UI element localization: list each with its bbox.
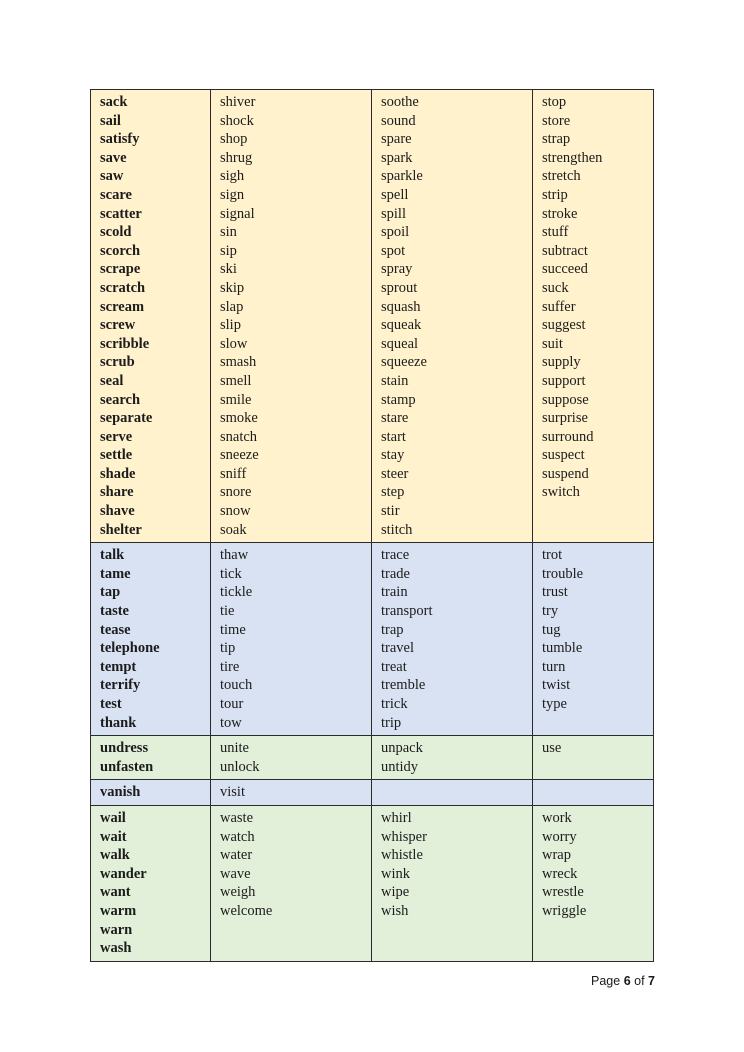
verb-word: walk bbox=[100, 847, 130, 864]
verb-word: warm bbox=[100, 902, 137, 919]
verb-word: unpack bbox=[381, 740, 423, 757]
verb-word: succeed bbox=[542, 261, 588, 278]
verb-word: trip bbox=[381, 714, 402, 731]
verb-word: wipe bbox=[381, 884, 410, 901]
verb-word: surprise bbox=[542, 410, 588, 427]
verb-word: turn bbox=[542, 658, 566, 675]
verb-word: thaw bbox=[220, 547, 249, 564]
verb-word: use bbox=[542, 740, 562, 757]
verb-word: scribble bbox=[100, 335, 150, 352]
verb-word: stare bbox=[381, 410, 409, 427]
verb-word: sail bbox=[100, 112, 121, 129]
verb-word: snatch bbox=[220, 428, 258, 445]
verb-word: squeeze bbox=[381, 354, 427, 371]
verb-cell-t-2 bbox=[372, 543, 533, 736]
verb-word: spray bbox=[381, 261, 413, 278]
verb-word: scare bbox=[100, 186, 132, 203]
verb-word: transport bbox=[381, 603, 433, 620]
verb-word: weigh bbox=[220, 884, 256, 901]
verb-word: suggest bbox=[542, 317, 586, 334]
verb-word: stroke bbox=[542, 205, 578, 222]
verb-word: tug bbox=[542, 621, 561, 638]
verb-word: wriggle bbox=[542, 902, 587, 919]
verb-word: shop bbox=[220, 131, 248, 148]
verb-word: wash bbox=[100, 940, 132, 957]
verb-cell-u-1 bbox=[211, 736, 372, 780]
verb-word: subtract bbox=[542, 242, 588, 259]
verb-word: smile bbox=[220, 391, 252, 408]
verb-word: sign bbox=[220, 186, 245, 203]
verb-word: unfasten bbox=[100, 758, 154, 775]
verb-word: strengthen bbox=[542, 149, 603, 166]
verb-word: stir bbox=[381, 503, 400, 520]
verb-word: trace bbox=[381, 547, 410, 564]
verb-word: sneeze bbox=[220, 447, 259, 464]
verb-word: smash bbox=[220, 354, 257, 371]
verb-word: sin bbox=[220, 224, 237, 241]
verb-word: snow bbox=[220, 503, 251, 520]
verb-word: wail bbox=[100, 809, 126, 826]
verb-cell-u-0 bbox=[91, 736, 211, 780]
verb-word: taste bbox=[100, 603, 129, 620]
verb-word: scatter bbox=[100, 205, 142, 222]
verb-word: sack bbox=[100, 94, 128, 110]
verb-word: screw bbox=[100, 317, 136, 334]
verb-word: trap bbox=[381, 621, 404, 638]
verb-word: spill bbox=[381, 205, 406, 222]
verb-word: telephone bbox=[100, 640, 160, 657]
verb-word: wait bbox=[100, 828, 127, 845]
verb-word: welcome bbox=[220, 902, 273, 919]
verb-cell-s-3 bbox=[533, 90, 654, 543]
verb-word: trust bbox=[542, 584, 568, 601]
verb-cell-t-0 bbox=[91, 543, 211, 736]
verb-word: sniff bbox=[220, 465, 247, 482]
verb-word: whisper bbox=[381, 828, 427, 845]
verb-word: tip bbox=[220, 640, 236, 657]
verb-cell-t-3 bbox=[533, 543, 654, 736]
verb-word: suspend bbox=[542, 465, 589, 482]
verb-word: tumble bbox=[542, 640, 583, 657]
verb-section-row-t bbox=[91, 543, 654, 736]
verb-word: unlock bbox=[220, 758, 260, 775]
verb-word: supply bbox=[542, 354, 581, 371]
verb-word: shiver bbox=[220, 94, 256, 110]
verb-word: spark bbox=[381, 149, 413, 166]
verb-cell-v-0 bbox=[91, 780, 211, 806]
verb-word: satisfy bbox=[100, 131, 140, 148]
verb-word: support bbox=[542, 372, 586, 389]
verb-word: terrify bbox=[100, 677, 141, 694]
verb-word: saw bbox=[100, 168, 124, 185]
verb-word: smoke bbox=[220, 410, 258, 427]
page-footer bbox=[0, 974, 655, 988]
verb-cell-t-1 bbox=[211, 543, 372, 736]
verb-word: settle bbox=[100, 447, 133, 464]
verb-word: watch bbox=[220, 828, 255, 845]
verb-word: steer bbox=[381, 465, 409, 482]
verb-section-row-v bbox=[91, 780, 654, 806]
verb-word: tap bbox=[100, 584, 121, 601]
verb-word: suppose bbox=[542, 391, 589, 408]
footer-separator: of bbox=[634, 974, 645, 988]
verb-word: wreck bbox=[542, 865, 578, 882]
verb-word: wrestle bbox=[542, 884, 584, 901]
verb-word: tempt bbox=[100, 658, 137, 675]
verb-word: step bbox=[381, 484, 405, 501]
verb-word: waste bbox=[220, 809, 254, 826]
verb-word: stamp bbox=[381, 391, 416, 408]
verb-word: stretch bbox=[542, 168, 581, 185]
verb-word: tremble bbox=[381, 677, 426, 694]
verb-word: stop bbox=[542, 94, 567, 110]
verb-word: tickle bbox=[220, 584, 253, 601]
verb-word: thank bbox=[100, 714, 137, 731]
verb-word: undress bbox=[100, 740, 149, 757]
verb-word: scream bbox=[100, 298, 145, 315]
verb-word: try bbox=[542, 603, 559, 620]
verb-word: sparkle bbox=[381, 168, 423, 185]
verb-cell-s-0 bbox=[91, 90, 211, 543]
verb-word: share bbox=[100, 484, 134, 501]
verb-word: trick bbox=[381, 696, 408, 712]
verb-word: wish bbox=[381, 902, 409, 919]
verb-word: stitch bbox=[381, 521, 413, 538]
verb-word: slap bbox=[220, 298, 244, 315]
verb-word: tie bbox=[220, 603, 235, 620]
verb-word: wander bbox=[100, 865, 147, 882]
verb-word: snore bbox=[220, 484, 252, 501]
verb-word: store bbox=[542, 112, 571, 129]
verb-cell-w-0 bbox=[91, 805, 211, 961]
verb-cell-v-1 bbox=[211, 780, 372, 806]
verb-word: spell bbox=[381, 186, 409, 203]
verb-word: trade bbox=[381, 565, 410, 582]
verb-word: trot bbox=[542, 547, 563, 564]
verb-word: test bbox=[100, 696, 122, 712]
footer-total-pages: 7 bbox=[648, 974, 655, 988]
verb-word: skip bbox=[220, 279, 245, 296]
verb-word: tour bbox=[220, 696, 244, 712]
verb-word: spoil bbox=[381, 224, 410, 241]
verb-word: spare bbox=[381, 131, 412, 148]
footer-prefix: Page bbox=[591, 974, 621, 988]
verb-word: tow bbox=[220, 714, 242, 731]
verb-word: smell bbox=[220, 372, 252, 389]
verb-word: sprout bbox=[381, 279, 418, 296]
verb-word: train bbox=[381, 584, 408, 601]
verb-word: scrape bbox=[100, 261, 141, 278]
verb-word: treat bbox=[381, 658, 407, 675]
verb-section-row-w bbox=[91, 805, 654, 961]
verb-word: spot bbox=[381, 242, 406, 259]
verb-word: water bbox=[220, 847, 253, 864]
verb-word: time bbox=[220, 621, 246, 638]
verb-word: separate bbox=[100, 410, 153, 427]
verb-word: visit bbox=[220, 784, 245, 801]
verb-word: vanish bbox=[100, 784, 141, 801]
verb-word: type bbox=[542, 696, 567, 712]
verb-cell-u-3 bbox=[533, 736, 654, 780]
verb-word: surround bbox=[542, 428, 594, 445]
verb-word: soak bbox=[220, 521, 247, 538]
verb-word: shock bbox=[220, 112, 254, 129]
verb-word: tick bbox=[220, 565, 242, 582]
verb-word: whirl bbox=[381, 809, 412, 826]
verb-word: shave bbox=[100, 503, 135, 520]
verb-word: shelter bbox=[100, 521, 142, 538]
footer-page-number: 6 bbox=[623, 974, 631, 988]
verb-word: twist bbox=[542, 677, 571, 694]
verb-word: squeak bbox=[381, 317, 422, 334]
verb-word: wave bbox=[220, 865, 251, 882]
verb-word: worry bbox=[542, 828, 577, 845]
verb-word: trouble bbox=[542, 565, 584, 582]
verb-word: switch bbox=[542, 484, 580, 501]
verb-section-row-s bbox=[91, 90, 654, 543]
verb-word: untidy bbox=[381, 758, 419, 775]
verb-word: sound bbox=[381, 112, 416, 129]
verb-word: tire bbox=[220, 658, 240, 675]
verb-word: soothe bbox=[381, 94, 419, 110]
verb-word: scratch bbox=[100, 279, 146, 296]
verb-word: shrug bbox=[220, 149, 253, 166]
verb-cell-s-1 bbox=[211, 90, 372, 543]
verb-word: slip bbox=[220, 317, 241, 334]
verb-cell-s-2 bbox=[372, 90, 533, 543]
verb-word: scorch bbox=[100, 242, 141, 259]
verb-cell-v-2 bbox=[372, 780, 533, 806]
verb-word: unite bbox=[220, 740, 249, 757]
verb-word: wrap bbox=[542, 847, 571, 864]
verb-word: warn bbox=[100, 921, 133, 938]
verb-word: slow bbox=[220, 335, 248, 352]
verb-word: serve bbox=[100, 428, 133, 445]
verb-word: travel bbox=[381, 640, 415, 657]
verb-word: start bbox=[381, 428, 406, 445]
verb-cell-w-1 bbox=[211, 805, 372, 961]
verb-section-row-u bbox=[91, 736, 654, 780]
verb-word: whistle bbox=[381, 847, 423, 864]
verb-cell-u-2 bbox=[372, 736, 533, 780]
verb-word: wink bbox=[381, 865, 410, 882]
verb-word: stay bbox=[381, 447, 405, 464]
verb-word: seal bbox=[100, 372, 124, 389]
verb-word: suit bbox=[542, 335, 563, 352]
verb-word: scrub bbox=[100, 354, 135, 371]
verb-word: strap bbox=[542, 131, 571, 148]
verb-word: save bbox=[100, 149, 127, 166]
verb-word: suck bbox=[542, 279, 569, 296]
verb-word: work bbox=[542, 809, 572, 826]
verb-word: stain bbox=[381, 372, 409, 389]
verb-word: suspect bbox=[542, 447, 585, 464]
verb-word: suffer bbox=[542, 298, 576, 315]
verb-word: strip bbox=[542, 186, 568, 203]
verb-word: talk bbox=[100, 547, 125, 564]
verb-word: touch bbox=[220, 677, 253, 694]
verb-list-table bbox=[90, 89, 654, 962]
verb-word: stuff bbox=[542, 224, 569, 241]
verb-word: sip bbox=[220, 242, 237, 259]
verb-word: search bbox=[100, 391, 141, 408]
verb-cell-w-2 bbox=[372, 805, 533, 961]
verb-word: scold bbox=[100, 224, 132, 241]
verb-word: squeal bbox=[381, 335, 419, 352]
verb-cell-w-3 bbox=[533, 805, 654, 961]
verb-word: squash bbox=[381, 298, 421, 315]
verb-word: ski bbox=[220, 261, 237, 278]
verb-cell-v-3 bbox=[533, 780, 654, 806]
verb-word: want bbox=[100, 884, 131, 901]
verb-word: sigh bbox=[220, 168, 245, 185]
verb-word: tease bbox=[100, 621, 131, 638]
verb-word: tame bbox=[100, 565, 131, 582]
verb-word: shade bbox=[100, 465, 136, 482]
verb-word: signal bbox=[220, 205, 255, 222]
